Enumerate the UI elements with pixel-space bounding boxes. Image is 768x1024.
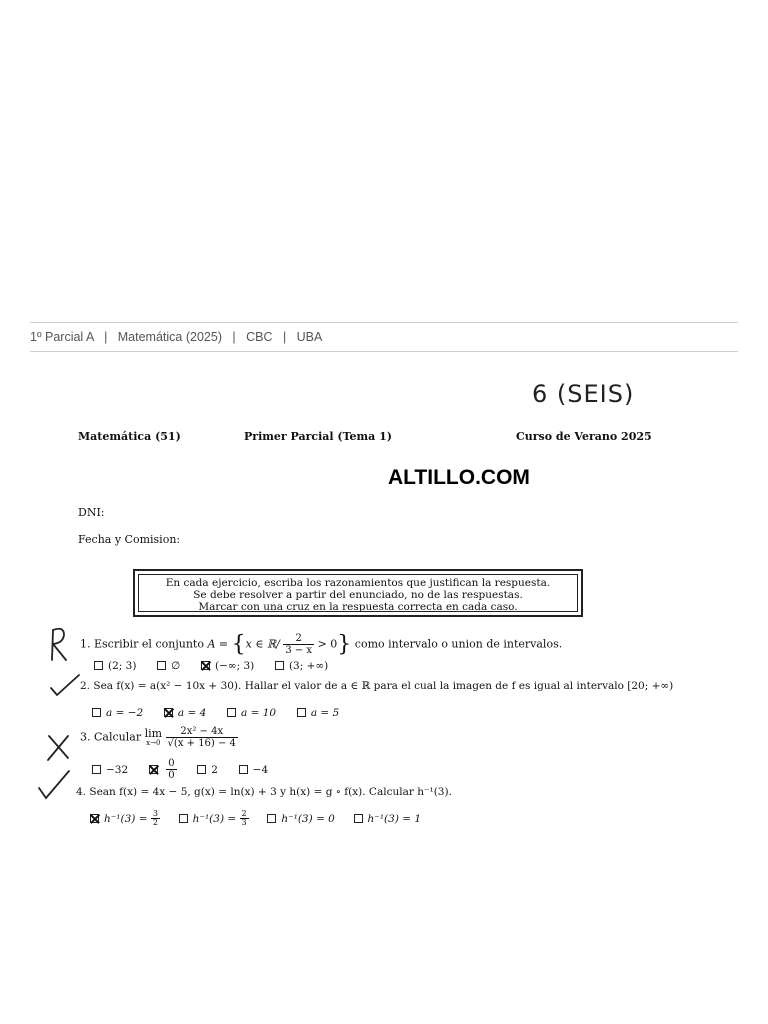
fraction: $\frac{2}{3 - x}$ (285, 633, 313, 656)
option-list (92, 758, 268, 781)
question-3 (80, 726, 238, 749)
option[interactable]: a = 4 (164, 707, 206, 719)
course-name: Matemática (51) (78, 430, 181, 443)
breadcrumb-separator: | (104, 330, 108, 344)
limit: lim x→0 (144, 726, 163, 747)
breadcrumb-separator: | (282, 330, 287, 344)
question-number: 2. (80, 680, 91, 692)
checkbox[interactable] (157, 661, 166, 670)
question-text: Sea f(x) = a(x² − 10x + 30). Hallar el valor de a ∈ ℝ para el cual la imagen de f es igual al intervalo [20; +∞) (93, 680, 674, 692)
date-label: Fecha y Comision: (78, 533, 181, 546)
option[interactable]: a = 5 (297, 707, 339, 719)
option[interactable]: (−∞; 3) (201, 660, 254, 672)
checkbox[interactable] (275, 661, 284, 670)
checkbox-checked[interactable] (201, 661, 210, 670)
checkbox[interactable] (297, 708, 306, 717)
option[interactable]: $\frac{0}{0}$ (149, 764, 180, 776)
checkbox[interactable] (354, 814, 363, 823)
question-1: 1. Escribir el conjunto A = {x ∈ ℝ/ $\frac{2}{3 - x}$ > 0} como intervalo o union de intervalos. (80, 632, 563, 657)
checkbox[interactable] (179, 814, 188, 823)
option[interactable]: h⁻¹(3) = $\frac{2}{3}$ (179, 813, 252, 825)
question-text: Escribir el conjunto (94, 637, 204, 651)
breadcrumb-item[interactable]: CBC (246, 330, 273, 344)
option[interactable]: (3; +∞) (275, 660, 328, 672)
option-list (92, 707, 339, 719)
margin-mark-r (48, 626, 70, 662)
option[interactable]: a = −2 (92, 707, 143, 719)
option[interactable]: −32 (92, 764, 128, 776)
checkbox[interactable] (267, 814, 276, 823)
dni-label: DNI: (78, 506, 105, 519)
breadcrumb-item[interactable]: Matemática (2025) (117, 330, 222, 344)
question-text: Sean f(x) = 4x − 5, g(x) = ln(x) + 3 y h(x) = g ∘ f(x). Calcular h⁻¹(3). (89, 786, 452, 798)
option[interactable]: (2; 3) (94, 660, 136, 672)
check-mark-icon (48, 672, 82, 698)
checkbox[interactable] (239, 765, 248, 774)
checkbox[interactable] (92, 708, 101, 717)
option[interactable]: a = 10 (227, 707, 276, 719)
watermark: ALTILLO.COM (388, 466, 530, 489)
exam-title: Primer Parcial (Tema 1) (244, 430, 393, 443)
question-4 (76, 786, 452, 798)
option[interactable]: ∅ (157, 660, 180, 672)
instructions-box (133, 569, 583, 617)
option[interactable]: h⁻¹(3) = $\frac{3}{2}$ (90, 813, 163, 825)
option-list (90, 810, 421, 827)
term-label: Curso de Verano 2025 (516, 430, 652, 443)
option[interactable]: 2 (197, 764, 218, 776)
question-2 (80, 680, 673, 692)
checkbox[interactable] (92, 765, 101, 774)
question-text: Calcular (94, 730, 142, 744)
breadcrumb-item[interactable]: 1º Parcial A (30, 330, 94, 344)
option[interactable]: h⁻¹(3) = 0 (267, 813, 335, 825)
check-mark-icon (36, 768, 72, 802)
option-list (94, 660, 328, 672)
instruction-line: En cada ejercicio, escriba los razonamientos que justifican la respuesta. (165, 577, 551, 589)
question-text: como intervalo o union de intervalos. (354, 637, 563, 651)
question-number: 4. (76, 786, 87, 798)
cross-mark-icon (44, 732, 72, 762)
option[interactable]: −4 (239, 764, 268, 776)
checkbox[interactable] (197, 765, 206, 774)
breadcrumb (30, 322, 738, 352)
handwritten-grade: 6 (SEIS) (532, 380, 635, 408)
question-number: 3. (80, 730, 91, 744)
checkbox[interactable] (94, 661, 103, 670)
breadcrumb-item[interactable]: UBA (296, 330, 323, 344)
set-var: x ∈ ℝ/ (245, 637, 280, 651)
question-number: 1. (80, 637, 91, 651)
option[interactable]: h⁻¹(3) = 1 (354, 813, 422, 825)
checkbox-checked[interactable] (90, 814, 99, 823)
fraction: $\frac{\text{2x² − 4x}}{√(x + 16) - 4}$ (167, 726, 236, 749)
instruction-line: Marcar con una cruz en la respuesta correcta en cada caso. (198, 601, 518, 613)
instruction-line: Se debe resolver a partir del enunciado, no de las respuestas. (193, 589, 523, 601)
checkbox-checked[interactable] (164, 708, 173, 717)
breadcrumb-separator: | (232, 330, 236, 344)
checkbox[interactable] (227, 708, 236, 717)
checkbox-checked[interactable] (149, 765, 158, 774)
set-name: A (207, 637, 216, 651)
